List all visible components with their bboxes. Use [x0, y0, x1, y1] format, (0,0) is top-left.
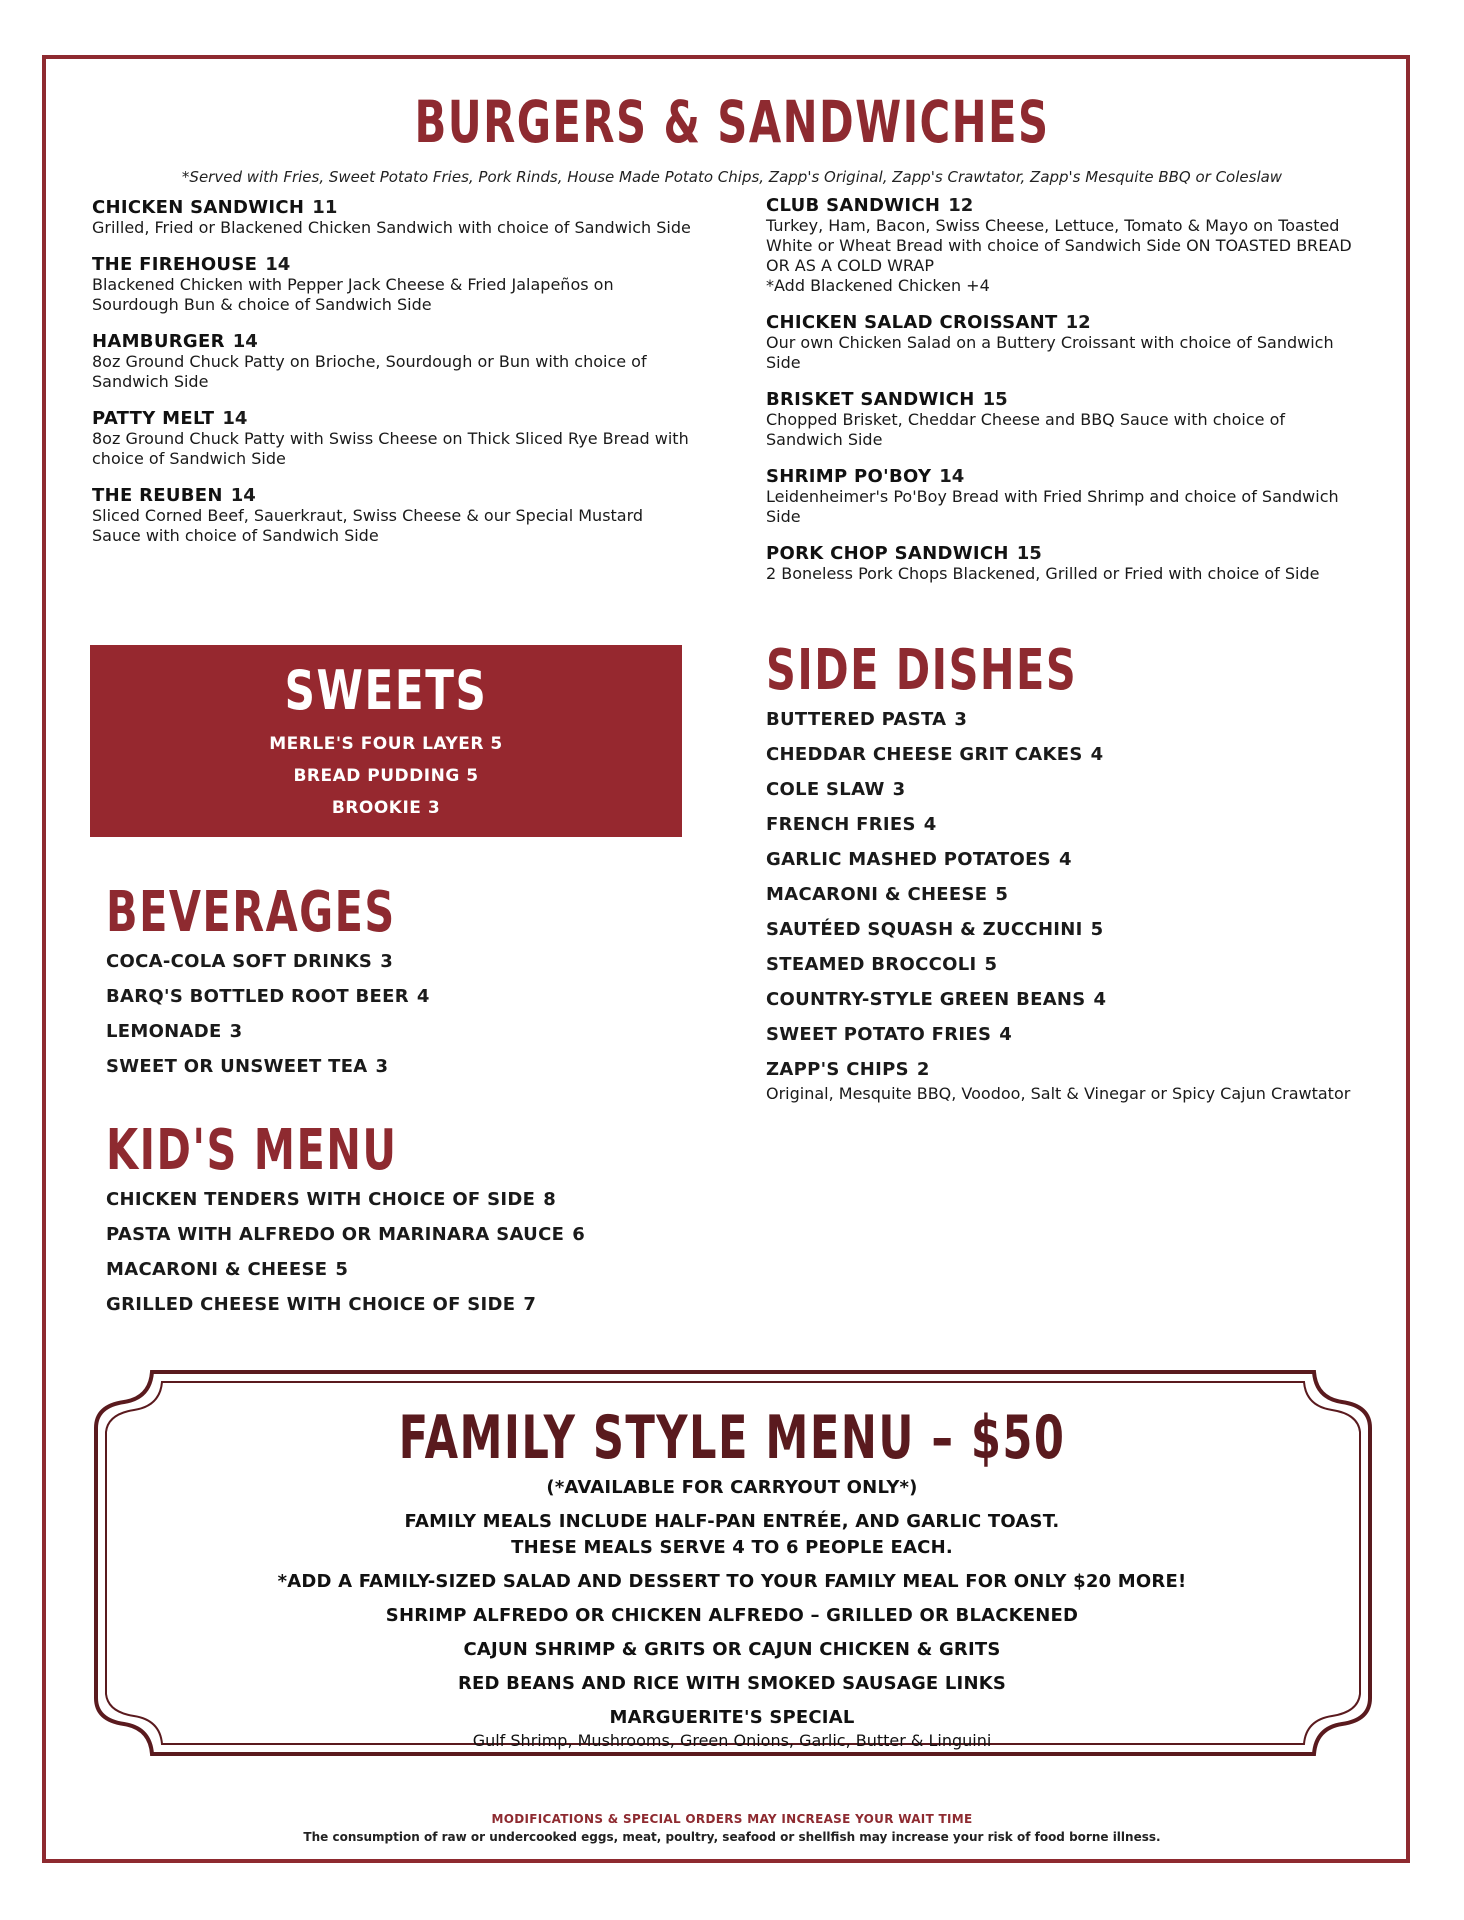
item-description: 8oz Ground Chuck Patty with Swiss Cheese on Thick Sliced Rye Bread with choice of Sandwich Side: [92, 429, 689, 468]
list-item: MACARONI & CHEESE 5: [766, 884, 1009, 905]
item-name: PORK CHOP SANDWICH: [766, 543, 1009, 564]
menu-item: [92, 254, 692, 315]
item-name: PATTY MELT: [92, 408, 215, 429]
family-option: RED BEANS AND RICE WITH SMOKED SAUSAGE LINKS: [457, 1673, 1007, 1694]
list-item: GRILLED CHEESE WITH CHOICE OF SIDE 7: [106, 1294, 537, 1315]
item-description: Grilled, Fried or Blackened Chicken Sandwich with choice of Sandwich Side: [92, 218, 691, 237]
item-price: 12: [1065, 312, 1091, 333]
item-price: 12: [948, 195, 974, 216]
sweets-title: SWEETS: [284, 659, 488, 722]
item-price: 14: [222, 408, 248, 429]
family-option: MARGUERITE'S SPECIAL: [609, 1707, 855, 1728]
menu-item: [92, 485, 692, 546]
beverages-title: BEVERAGES: [106, 880, 396, 945]
item-name: HAMBURGER: [92, 331, 225, 352]
family-addon: *ADD A FAMILY-SIZED SALAD AND DESSERT TO YOUR FAMILY MEAL FOR ONLY $20 MORE!: [277, 1571, 1187, 1592]
list-item: COLE SLAW 3: [766, 779, 906, 800]
menu-item: [766, 543, 1366, 584]
menu-item: [766, 389, 1366, 450]
burgers-subtitle: *Served with Fries, Sweet Potato Fries, Pork Rinds, House Made Potato Chips, Zapp's Original, Zapp's Crawtator, Zapp's Mesquite BBQ or Coleslaw: [181, 168, 1283, 186]
item-note: *Add Blackened Chicken +4: [766, 276, 990, 295]
list-item: SAUTÉED SQUASH & ZUCCHINI 5: [766, 919, 1104, 940]
item-price: 14: [232, 331, 258, 352]
menu-item: [92, 331, 692, 392]
list-item: CHEDDAR CHEESE GRIT CAKES 4: [766, 744, 1104, 765]
item-price: 15: [1016, 543, 1042, 564]
kids-section: [106, 1118, 706, 1329]
list-item: COCA-COLA SOFT DRINKS 3: [106, 951, 394, 972]
item-price: 14: [230, 485, 256, 506]
item-description: Blackened Chicken with Pepper Jack Cheese & Fried Jalapeños on Sourdough Bun & choice of Sandwich Side: [92, 275, 614, 314]
sandwich-column-left: [92, 197, 692, 562]
beverages-section: [106, 880, 666, 1091]
item-name: CLUB SANDWICH: [766, 195, 941, 216]
chips-description: Original, Mesquite BBQ, Voodoo, Salt & Vinegar or Spicy Cajun Crawtator: [766, 1084, 1351, 1103]
item-description: 2 Boneless Pork Chops Blackened, Grilled or Fried with choice of Side: [766, 564, 1320, 583]
menu-item: [766, 312, 1366, 373]
kids-title: KID'S MENU: [106, 1118, 398, 1183]
list-item: FRENCH FRIES 4: [766, 814, 937, 835]
item-price: 14: [939, 466, 965, 487]
family-info: FAMILY MEALS INCLUDE HALF-PAN ENTRÉE, AND GARLIC TOAST.: [404, 1511, 1060, 1532]
item-description: Leidenheimer's Po'Boy Bread with Fried Shrimp and choice of Sandwich Side: [766, 487, 1339, 526]
family-info: THESE MEALS SERVE 4 TO 6 PEOPLE EACH.: [511, 1537, 953, 1558]
footer-warning: The consumption of raw or undercooked eggs, meat, poultry, seafood or shellfish may increase your risk of food borne illness.: [303, 1830, 1161, 1844]
list-item: SWEET POTATO FRIES 4: [766, 1024, 1013, 1045]
sides-title: SIDE DISHES: [766, 638, 1078, 703]
item-name: CHICKEN SALAD CROISSANT: [766, 312, 1058, 333]
item-name: CHICKEN SANDWICH: [92, 197, 305, 218]
sweets-panel: [90, 645, 682, 837]
item-name: BRISKET SANDWICH: [766, 389, 975, 410]
item-name: SHRIMP PO'BOY: [766, 466, 932, 487]
family-special-desc: Gulf Shrimp, Mushrooms, Green Onions, Garlic, Butter & Linguini: [472, 1731, 992, 1750]
sweets-item: MERLE'S FOUR LAYER 5: [269, 734, 503, 754]
list-item: BUTTERED PASTA 3: [766, 709, 968, 730]
family-option: CAJUN SHRIMP & GRITS OR CAJUN CHICKEN & GRITS: [463, 1639, 1001, 1660]
menu-item: [766, 195, 1366, 296]
list-item: STEAMED BROCCOLI 5: [766, 954, 998, 975]
footer: [0, 1812, 1464, 1844]
item-description: Chopped Brisket, Cheddar Cheese and BBQ Sauce with choice of Sandwich Side: [766, 410, 1286, 449]
list-item: GARLIC MASHED POTATOES 4: [766, 849, 1072, 870]
sides-section: [766, 638, 1386, 1103]
list-item: ZAPP'S CHIPS 2: [766, 1059, 930, 1080]
item-description: Sliced Corned Beef, Sauerkraut, Swiss Cheese & our Special Mustard Sauce with choice of Sandwich Side: [92, 506, 644, 545]
item-price: 11: [312, 197, 338, 218]
family-title: FAMILY STYLE MENU – $50: [398, 1403, 1066, 1473]
family-details: [0, 1475, 1464, 1751]
item-price: 14: [265, 254, 291, 275]
menu-item: [92, 408, 692, 469]
menu-item: [766, 466, 1366, 527]
menu-item: [92, 197, 692, 238]
footer-notice: MODIFICATIONS & SPECIAL ORDERS MAY INCREASE YOUR WAIT TIME: [491, 1812, 973, 1826]
item-price: 15: [982, 389, 1008, 410]
sandwich-column-right: [766, 195, 1366, 600]
family-option: SHRIMP ALFREDO OR CHICKEN ALFREDO – GRILLED OR BLACKENED: [385, 1605, 1079, 1626]
item-name: THE FIREHOUSE: [92, 254, 258, 275]
item-description: Turkey, Ham, Bacon, Swiss Cheese, Lettuce, Tomato & Mayo on Toasted White or Wheat Bread with choice of Sandwich Side ON TOASTED BREAD OR AS A COLD WRAP: [766, 216, 1352, 275]
family-availability: (*AVAILABLE FOR CARRYOUT ONLY*): [546, 1477, 918, 1498]
item-description: 8oz Ground Chuck Patty on Brioche, Sourdough or Bun with choice of Sandwich Side: [92, 352, 647, 391]
list-item: MACARONI & CHEESE 5: [106, 1259, 349, 1280]
list-item: LEMONADE 3: [106, 1021, 243, 1042]
list-item: COUNTRY-STYLE GREEN BEANS 4: [766, 989, 1107, 1010]
sweets-item: BREAD PUDDING 5: [293, 766, 479, 786]
sweets-item: BROOKIE 3: [331, 798, 441, 818]
list-item: BARQ'S BOTTLED ROOT BEER 4: [106, 986, 430, 1007]
list-item: CHICKEN TENDERS WITH CHOICE OF SIDE 8: [106, 1189, 557, 1210]
list-item: PASTA WITH ALFREDO OR MARINARA SAUCE 6: [106, 1224, 586, 1245]
item-description: Our own Chicken Salad on a Buttery Croissant with choice of Sandwich Side: [766, 333, 1334, 372]
item-name: THE REUBEN: [92, 485, 223, 506]
burgers-title: BURGERS & SANDWICHES: [414, 88, 1050, 156]
list-item: SWEET OR UNSWEET TEA 3: [106, 1056, 389, 1077]
